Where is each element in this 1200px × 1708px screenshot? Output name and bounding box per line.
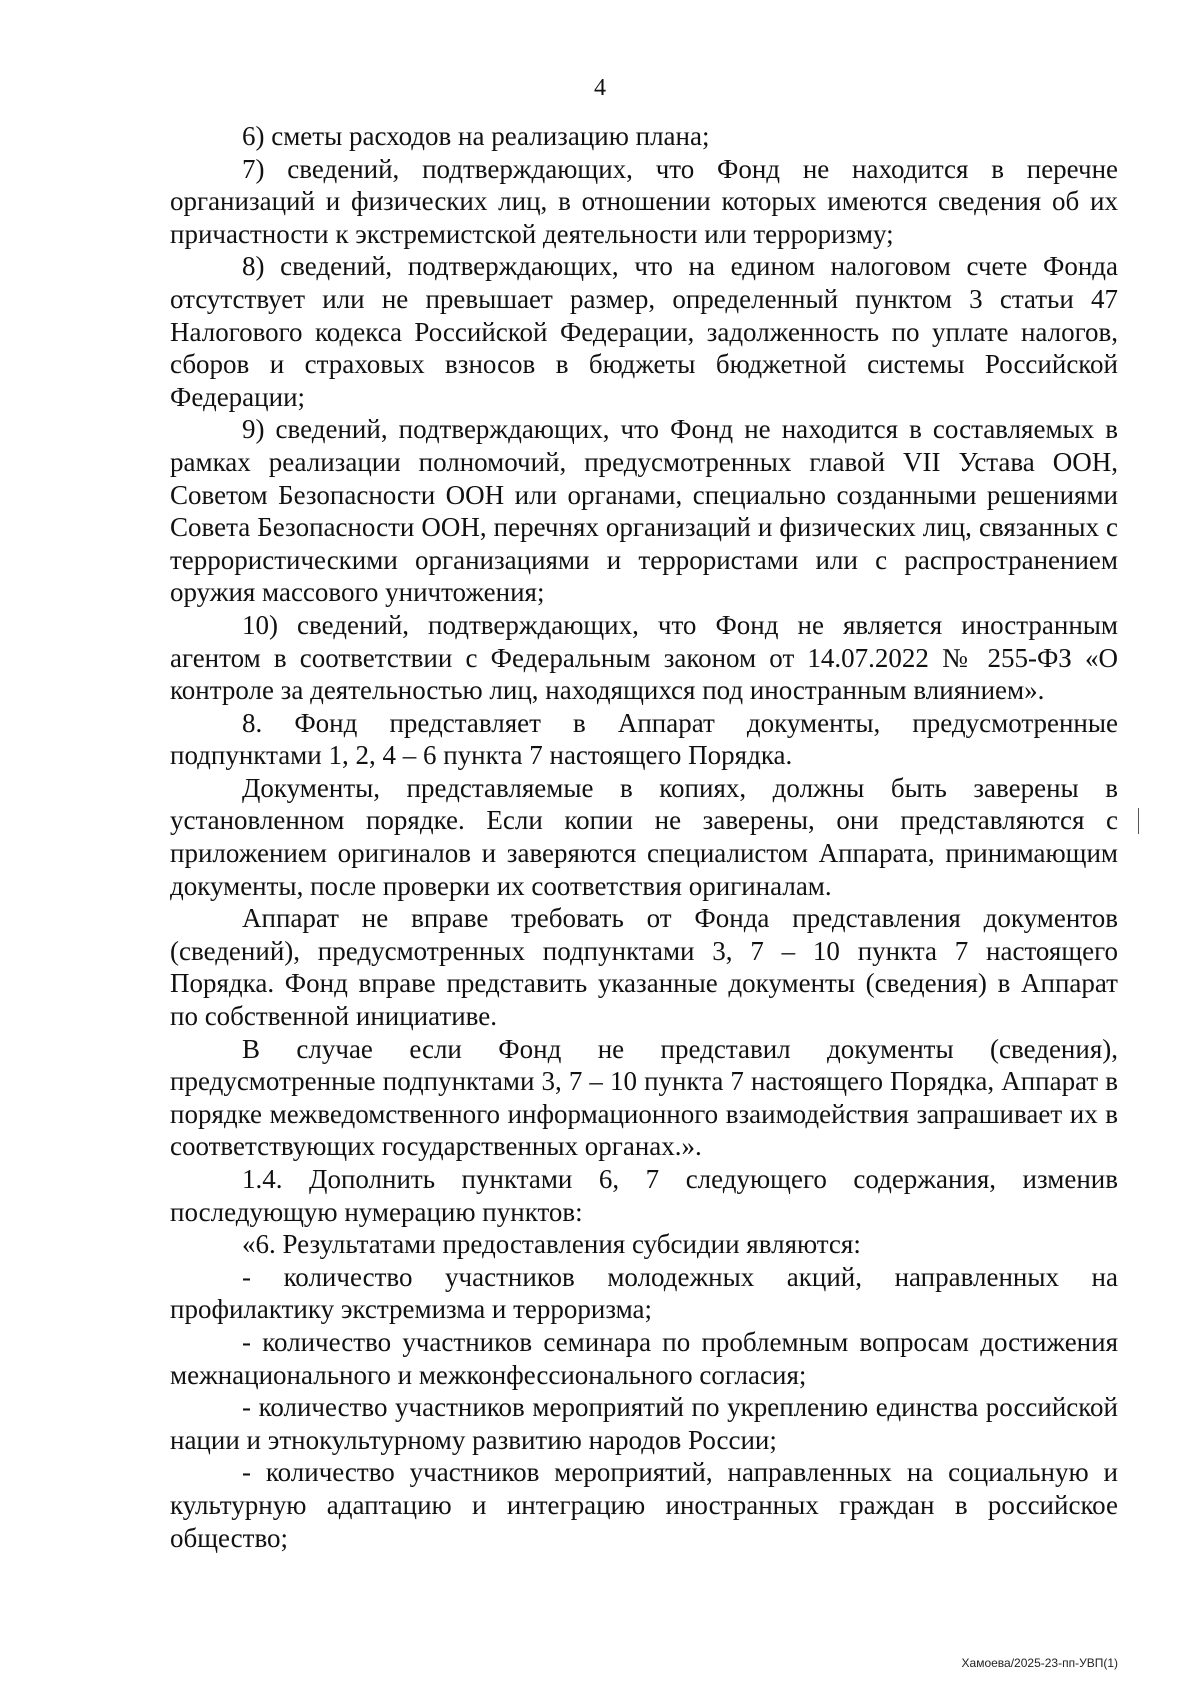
paragraph-interagency-request: В случае если Фонд не представил документы (сведения), предусмотренные подпунктами 3, 7 – 10 пункта 7 настоящего Порядка, Аппарат в порядке межведомственного информационного взаимодействия запрашивает их в соответствующих государственных органах.». xyxy=(170,1033,1118,1162)
margin-mark xyxy=(1138,808,1139,834)
paragraph-item-6: 6) сметы расходов на реализацию плана; xyxy=(242,121,710,151)
document-body xyxy=(170,120,1118,1554)
paragraph-item-7: 7) сведений, подтверждающих, что Фонд не находится в перечне организаций и физических лиц, в отношении которых имеются сведения об их причастности к экстремистской деятельности или терроризму; xyxy=(170,153,1118,249)
paragraph-clause-8: 8. Фонд представляет в Аппарат документы, предусмотренные подпунктами 1, 2, 4 – 6 пункта 7 настоящего Порядка. xyxy=(170,707,1118,771)
paragraph-result-seminar: - количество участников семинара по проблемным вопросам достижения межнационального и межконфессионального согласия; xyxy=(170,1326,1118,1390)
paragraph-result-adaptation-events: - количество участников мероприятий, направленных на социальную и культурную адаптацию и интеграцию иностранных граждан в российское общество; xyxy=(170,1457,1118,1553)
page-number: 4 xyxy=(594,75,606,101)
paragraph-result-youth-actions: - количество участников молодежных акций, направленных на профилактику экстремизма и терроризма; xyxy=(170,1261,1118,1325)
paragraph-item-8: 8) сведений, подтверждающих, что на едином налоговом счете Фонда отсутствует или не превышает размер, определенный пунктом 3 статьи 47 Налогового кодекса Российской Федерации, задолженность по уплате налогов, сборов и страховых взносов в бюджеты бюджетной системы Российской Федерации; xyxy=(170,251,1118,412)
paragraph-item-10: 10) сведений, подтверждающих, что Фонд не является иностранным агентом в соответствии с Федеральным законом от 14.07.2022 № 255-ФЗ «О контроле за деятельностью лиц, находящихся под иностранным влиянием». xyxy=(170,609,1118,706)
document-footer-code: Хамоева/2025-23-пп-УВП(1) xyxy=(961,1656,1118,1670)
paragraph-result-unity-events: - количество участников мероприятий по укреплению единства российской нации и этнокультурному развитию народов России; xyxy=(170,1392,1118,1455)
paragraph-copies: Документы, представляемые в копиях, должны быть заверены в установленном порядке. Если копии не заверены, они представляются с приложением оригиналов и заверяются специалистом Аппарата, принимающим документы, после проверки их соответствия оригиналам. xyxy=(170,772,1118,901)
paragraph-item-9: 9) сведений, подтверждающих, что Фонд не находится в составляемых в рамках реализации полномочий, предусмотренных главой VII Устава ООН, Советом Безопасности ООН или органами, специально созданными решениями Совета Безопасности ООН, перечнях организаций и физических лиц, связанных с террористическими организациями и террористами или с распространением оружия массового уничтожения; xyxy=(170,414,1118,608)
paragraph-clause-1-4: 1.4. Дополнить пунктами 6, 7 следующего содержания, изменив последующую нумерацию пунктов: xyxy=(170,1164,1118,1227)
paragraph-apparatus-rights: Аппарат не вправе требовать от Фонда представления документов (сведений), предусмотренных подпунктами 3, 7 – 10 пункта 7 настоящего Порядка. Фонд вправе представить указанные документы (сведения) в Аппарат по собственной инициативе. xyxy=(170,903,1118,1032)
paragraph-results-heading: «6. Результатами предоставления субсидии являются: xyxy=(242,1229,861,1260)
